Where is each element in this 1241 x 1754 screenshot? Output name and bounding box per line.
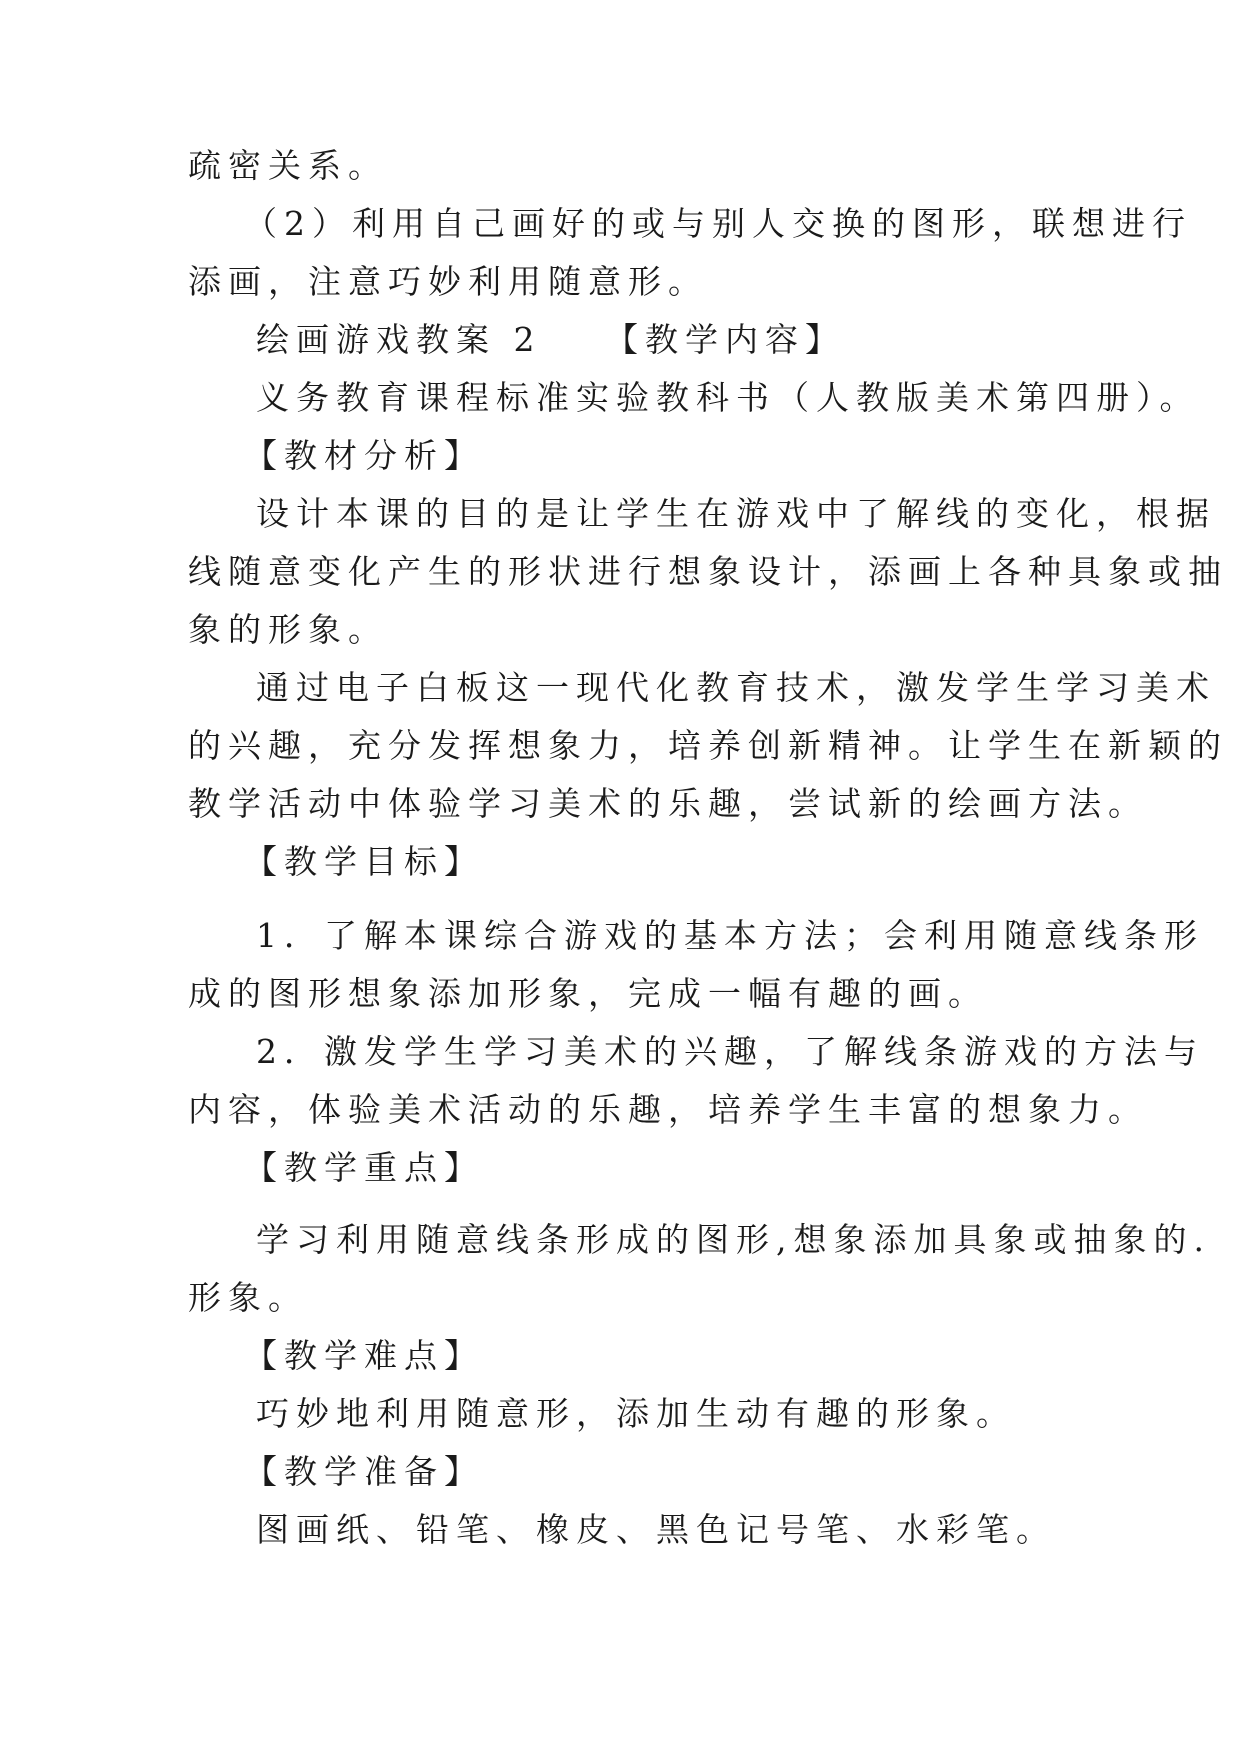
paragraph-line: 内容，体验美术活动的乐趣，培养学生丰富的想象力。 — [188, 1090, 1148, 1129]
paragraph-line: 象的形象。 — [188, 610, 388, 649]
paragraph-line: 巧妙地利用随意形，添加生动有趣的形象。 — [256, 1394, 1016, 1433]
section-heading: 【教学准备】 — [244, 1452, 484, 1491]
paragraph-line: （2）利用自己画好的或与别人交换的图形，联想进行 — [244, 204, 1192, 243]
paragraph-line: 的兴趣，充分发挥想象力，培养创新精神。让学生在新颖的 — [188, 726, 1228, 765]
paragraph-line: 义务教育课程标准实验教科书（人教版美术第四册）。 — [256, 378, 1200, 417]
paragraph-line: 1．了解本课综合游戏的基本方法；会利用随意线条形 — [256, 916, 1204, 955]
paragraph-line: 添画，注意巧妙利用随意形。 — [188, 262, 708, 301]
paragraph-line: 通过电子白板这一现代化教育技术，激发学生学习美术 — [256, 668, 1216, 707]
paragraph-line: 学习利用随意线条形成的图形,想象添加具象或抽象的. — [256, 1220, 1211, 1259]
paragraph-line: 教学活动中体验学习美术的乐趣，尝试新的绘画方法。 — [188, 784, 1148, 823]
paragraph-line: 形象。 — [188, 1278, 308, 1317]
paragraph-line: 疏密关系。 — [188, 146, 388, 185]
paragraph-line: 成的图形想象添加形象，完成一幅有趣的画。 — [188, 974, 988, 1013]
section-heading: 【教学重点】 — [244, 1148, 484, 1187]
section-heading: 【教学目标】 — [244, 842, 484, 881]
paragraph-line: 设计本课的目的是让学生在游戏中了解线的变化，根据 — [256, 494, 1216, 533]
paragraph-line: 图画纸、铅笔、橡皮、黑色记号笔、水彩笔。 — [256, 1510, 1056, 1549]
section-heading: 【教学难点】 — [244, 1336, 484, 1375]
paragraph-line: 线随意变化产生的形状进行想象设计，添画上各种具象或抽 — [188, 552, 1228, 591]
lesson-heading: 绘画游戏教案 2 【教学内容】 — [256, 320, 845, 359]
paragraph-line: 2．激发学生学习美术的兴趣，了解线条游戏的方法与 — [256, 1032, 1204, 1071]
section-heading: 【教材分析】 — [244, 436, 484, 475]
